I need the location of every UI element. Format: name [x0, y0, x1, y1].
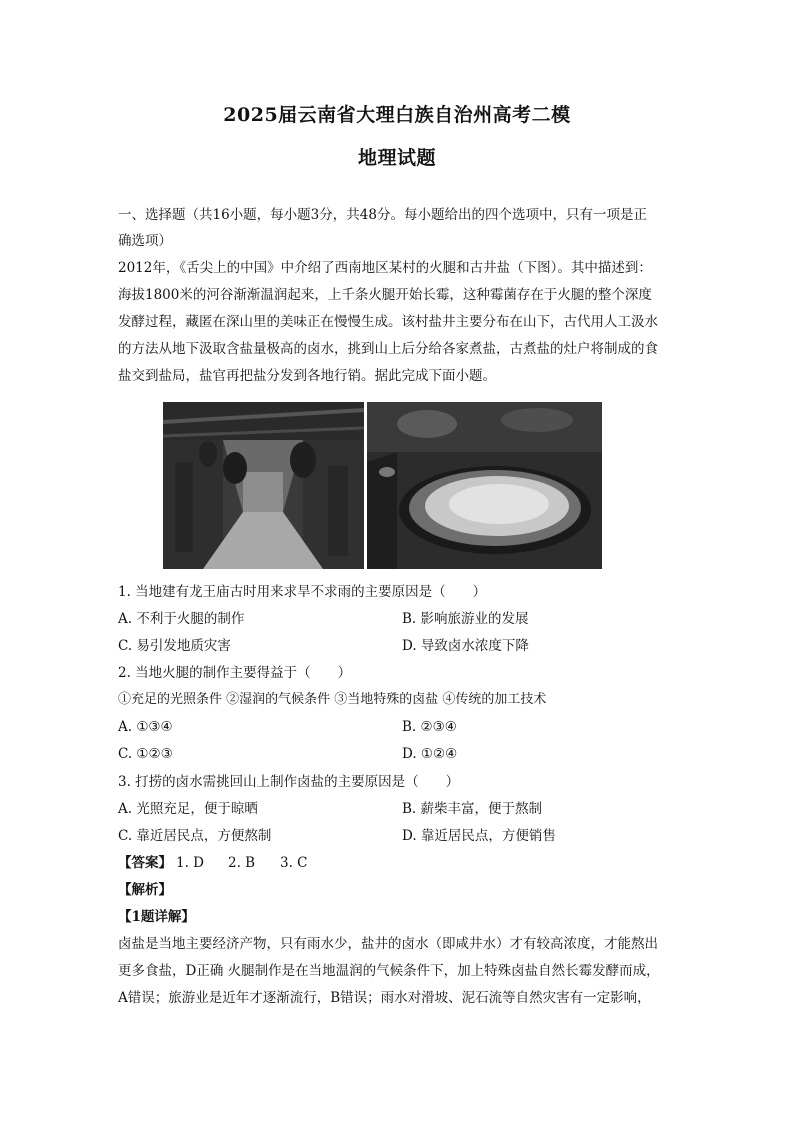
analysis-label: 【解析】: [118, 882, 172, 898]
analysis-detail-label: 【1题详解】: [118, 909, 195, 925]
answer-item: 3. C: [280, 855, 308, 871]
question-1-stem: 1. 当地建有龙王庙古时用来求旱不求雨的主要原因是（ ）: [118, 584, 487, 600]
question-2-stem: 2. 当地火腿的制作主要得益于（ ）: [118, 665, 352, 681]
question-2-option-a: A. ①③④: [118, 719, 173, 735]
ham-storage-alley-photo: [163, 402, 364, 569]
passage-line: 海拔1800米的河谷渐渐温润起来，上千条火腿开始长霉，这种霉菌存在于火腿的整个深度: [118, 287, 652, 303]
question-1-option-d: D. 导致卤水浓度下降: [402, 638, 529, 654]
passage-line: 发酵过程，藏匿在深山里的美味正在慢慢生成。该村盐井主要分布在山下，古代用人工汲水: [118, 314, 658, 330]
brine-boiling-pan-photo: [367, 402, 602, 569]
analysis-line: 卤盐是当地主要经济产物，只有雨水少，盐井的卤水（即咸井水）才有较高浓度，才能熬出: [118, 936, 658, 952]
page-subtitle: 地理试题: [357, 147, 436, 169]
question-2-statement: ①充足的光照条件 ②湿润的气候条件 ③当地特殊的卤盐 ④传统的加工技术: [118, 692, 547, 707]
question-1-option-a: A. 不利于火腿的制作: [118, 611, 245, 627]
analysis-line: A错误；旅游业是近年才逐渐流行，B错误；雨水对滑坡、泥石流等自然灾害有一定影响，: [118, 990, 651, 1006]
answer-item: 1. D: [176, 855, 204, 871]
passage-line: 的方法从地下汲取含盐量极高的卤水，挑到山上后分给各家煮盐，古煮盐的灶户将制成的食: [118, 341, 658, 357]
question-1-option-c: C. 易引发地质灾害: [118, 638, 231, 654]
question-2-option-b: B. ②③④: [402, 719, 457, 735]
question-3-option-d: D. 靠近居民点，方便销售: [402, 828, 556, 844]
question-3-option-c: C. 靠近居民点，方便熬制: [118, 828, 272, 844]
section-heading-line-1: 一、选择题（共16小题，每小题3分，共48分。每小题给出的四个选项中，只有一项是正: [118, 207, 647, 223]
question-3-option-b: B. 薪柴丰富，便于熬制: [402, 801, 543, 817]
question-2-option-d: D. ①②④: [402, 746, 458, 762]
section-heading-line-2: 确选项）: [118, 233, 172, 249]
passage-line: 盐交到盐局，盐官再把盐分发到各地行销。据此完成下面小题。: [118, 368, 496, 384]
question-2-option-c: C. ①②③: [118, 746, 173, 762]
page-title: 2025届云南省大理白族自治州高考二模: [223, 104, 571, 126]
answer-label: 【答案】: [118, 855, 172, 871]
answer-item: 2. B: [228, 855, 256, 871]
question-1-option-b: B. 影响旅游业的发展: [402, 611, 529, 627]
question-3-stem: 3. 打捞的卤水需挑回山上制作卤盐的主要原因是（ ）: [118, 774, 460, 790]
question-3-option-a: A. 光照充足，便于晾晒: [118, 801, 258, 817]
analysis-line: 更多食盐，D正确 火腿制作是在当地温润的气候条件下，加上特殊卤盐自然长霉发酵而成，: [118, 963, 660, 979]
passage-line: 2012年，《舌尖上的中国》中介绍了西南地区某村的火腿和古井盐（下图）。其中描述到：: [118, 260, 652, 276]
